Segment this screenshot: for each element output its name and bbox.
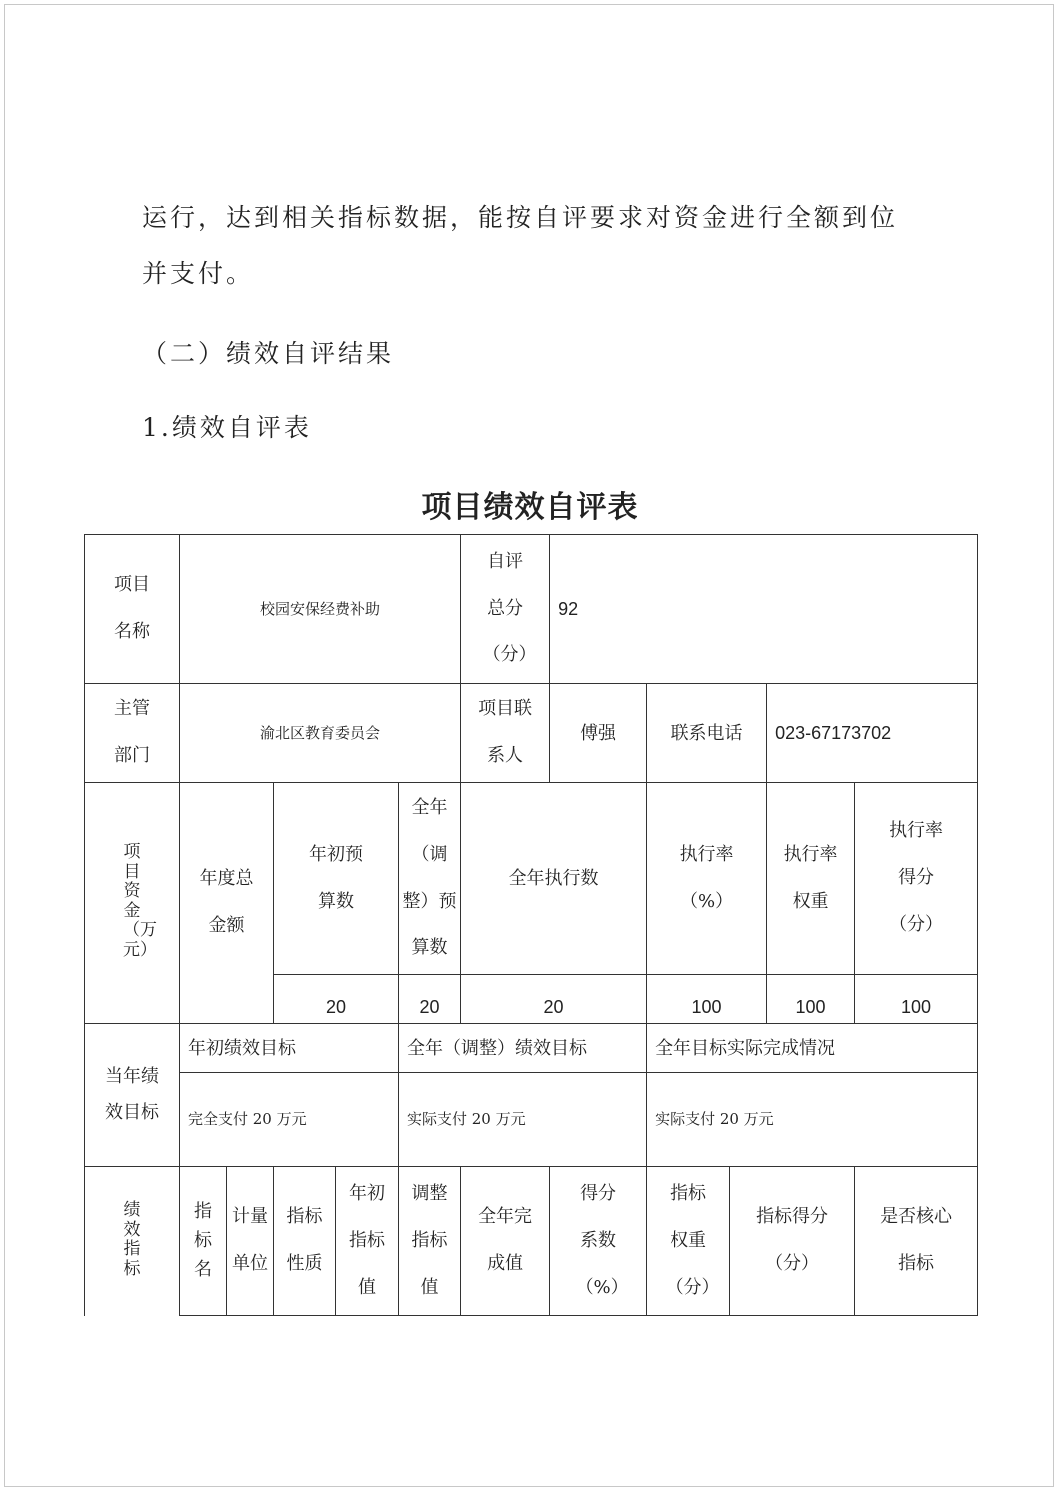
table-title: 项目绩效自评表	[421, 490, 639, 525]
funds-label: 项目资金（万元）	[85, 783, 180, 1024]
goals-actual-value: 实际支付 20 万元	[647, 1073, 978, 1167]
contact-label: 项目联系人	[461, 684, 550, 783]
phone-value: 023-67173702	[767, 684, 978, 783]
section-heading: （二）绩效自评结果	[142, 339, 395, 368]
funds-adjusted-budget-label: 全年（调整）预算数	[399, 783, 461, 975]
body-line-2: 并支付。	[142, 259, 255, 288]
row-indicators-header	[85, 1167, 978, 1316]
funds-exec-rate-label: 执行率（%）	[647, 783, 767, 975]
funds-annual-total-label: 年度总金额	[180, 783, 274, 1024]
self-eval-score-label: 自评总分（分）	[461, 535, 550, 684]
ind-unit-label: 计量单位	[227, 1167, 274, 1316]
row-goals-values	[85, 1073, 978, 1167]
row-goals-header	[85, 1024, 978, 1073]
ind-initial-value-label: 年初指标值	[336, 1167, 399, 1316]
goals-label: 当年绩效目标	[85, 1024, 180, 1167]
phone-label: 联系电话	[647, 684, 767, 783]
row-department	[85, 684, 978, 783]
ind-score-coef-label: 得分系数（%）	[550, 1167, 647, 1316]
funds-executed-label: 全年执行数	[461, 783, 647, 975]
goals-adjusted-value: 实际支付 20 万元	[399, 1073, 647, 1167]
project-name-value: 校园安保经费补助	[180, 535, 461, 684]
goals-initial-label: 年初绩效目标	[180, 1024, 399, 1073]
project-name-label: 项目名称	[85, 535, 180, 684]
funds-exec-score-label: 执行率得分（分）	[855, 783, 978, 975]
funds-adjusted-budget-value: 20	[399, 975, 461, 1024]
ind-name-label: 指标名	[180, 1167, 227, 1316]
goals-initial-value: 完全支付 20 万元	[180, 1073, 399, 1167]
indicators-label: 绩效指标	[85, 1167, 180, 1316]
ind-adjusted-value-label: 调整指标值	[399, 1167, 461, 1316]
ind-weight-label: 指标权重（分）	[647, 1167, 730, 1316]
ind-score-label: 指标得分（分）	[730, 1167, 855, 1316]
self-eval-table	[84, 534, 978, 1316]
row-project-name	[85, 535, 978, 684]
goals-actual-label: 全年目标实际完成情况	[647, 1024, 978, 1073]
funds-exec-rate-value: 100	[647, 975, 767, 1024]
sub-heading: 1.绩效自评表	[142, 413, 312, 442]
funds-exec-weight-value: 100	[767, 975, 855, 1024]
funds-initial-budget-label: 年初预算数	[274, 783, 399, 975]
ind-is-core-label: 是否核心指标	[855, 1167, 978, 1316]
goals-adjusted-label: 全年（调整）绩效目标	[399, 1024, 647, 1073]
funds-exec-score-value: 100	[855, 975, 978, 1024]
contact-value: 傅强	[550, 684, 647, 783]
row-funds-header	[85, 783, 978, 975]
ind-nature-label: 指标性质	[274, 1167, 336, 1316]
funds-exec-weight-label: 执行率权重	[767, 783, 855, 975]
funds-initial-budget-value: 20	[274, 975, 399, 1024]
ind-completed-value-label: 全年完成值	[461, 1167, 550, 1316]
self-eval-score-value: 92	[550, 535, 978, 684]
funds-executed-value: 20	[461, 975, 647, 1024]
dept-label: 主管部门	[85, 684, 180, 783]
dept-value: 渝北区教育委员会	[180, 684, 461, 783]
body-line-1: 运行，达到相关指标数据，能按自评要求对资金进行全额到位	[142, 203, 899, 232]
